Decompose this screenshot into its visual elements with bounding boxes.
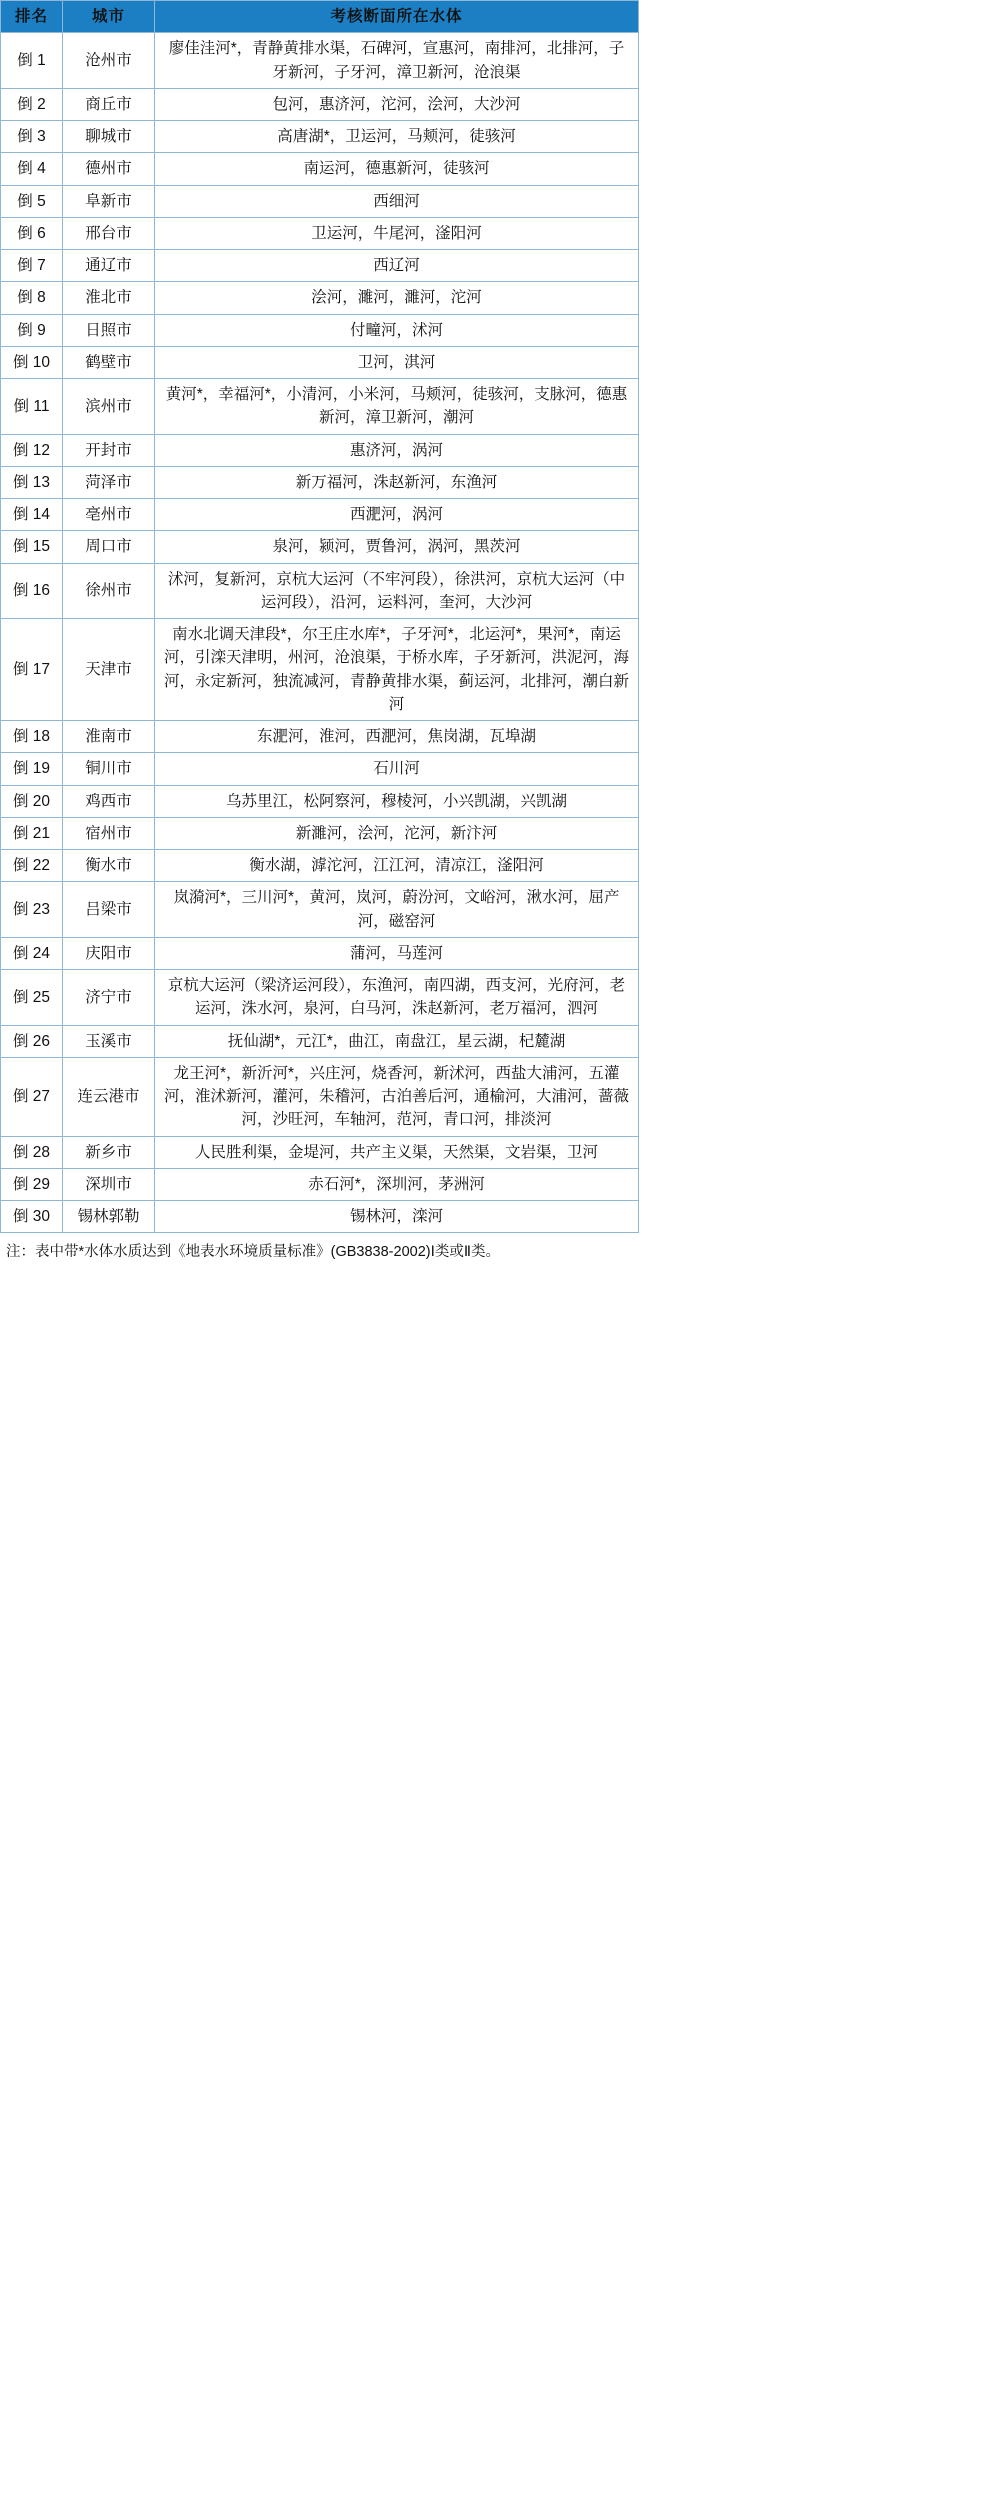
cell-city: 邢台市 [63, 217, 155, 249]
cell-city: 聊城市 [63, 121, 155, 153]
cell-rank: 倒 18 [1, 721, 63, 753]
table-row [1, 882, 639, 938]
table-row [1, 314, 639, 346]
cell-rank: 倒 5 [1, 185, 63, 217]
cell-city: 开封市 [63, 434, 155, 466]
cell-water-body: 包河，惠济河，沱河，浍河，大沙河 [155, 88, 639, 120]
cell-city: 庆阳市 [63, 937, 155, 969]
cell-city: 新乡市 [63, 1136, 155, 1168]
column-header-water: 考核断面所在水体 [155, 1, 639, 33]
cell-rank: 倒 29 [1, 1168, 63, 1200]
cell-rank: 倒 25 [1, 970, 63, 1026]
cell-rank: 倒 10 [1, 346, 63, 378]
table-row [1, 1025, 639, 1057]
cell-water-body: 新万福河，洙赵新河，东渔河 [155, 466, 639, 498]
cell-water-body: 南运河，德惠新河，徒骇河 [155, 153, 639, 185]
cell-water-body: 卫运河，牛尾河，滏阳河 [155, 217, 639, 249]
cell-water-body: 西淝河，涡河 [155, 499, 639, 531]
cell-water-body: 京杭大运河（梁济运河段），东渔河，南四湖，西支河，光府河，老运河，洙水河，泉河，白马河，洙赵新河，老万福河，泗河 [155, 970, 639, 1026]
cell-city: 衡水市 [63, 850, 155, 882]
cell-water-body: 赤石河*，深圳河，茅洲河 [155, 1168, 639, 1200]
table-row [1, 753, 639, 785]
cell-rank: 倒 15 [1, 531, 63, 563]
cell-city: 日照市 [63, 314, 155, 346]
table-row [1, 346, 639, 378]
column-header-city: 城市 [63, 1, 155, 33]
cell-rank: 倒 14 [1, 499, 63, 531]
cell-water-body: 龙王河*，新沂河*，兴庄河，烧香河，新沭河，西盐大浦河，五灌河，淮沭新河，灌河，朱稽河，古泊善后河，通榆河，大浦河，蔷薇河，沙旺河，车轴河，范河，青口河，排淡河 [155, 1057, 639, 1136]
cell-rank: 倒 12 [1, 434, 63, 466]
cell-water-body: 卫河，淇河 [155, 346, 639, 378]
cell-water-body: 黄河*，幸福河*，小清河，小米河，马颊河，徒骇河，支脉河，德惠新河，漳卫新河，潮河 [155, 379, 639, 435]
cell-city: 宿州市 [63, 817, 155, 849]
cell-water-body: 锡林河，滦河 [155, 1201, 639, 1233]
cell-water-body: 岚漪河*，三川河*，黄河，岚河，蔚汾河，文峪河，湫水河，屈产河，磁窑河 [155, 882, 639, 938]
cell-rank: 倒 8 [1, 282, 63, 314]
table-row [1, 379, 639, 435]
water-quality-ranking-table [0, 0, 639, 1233]
table-row [1, 88, 639, 120]
cell-rank: 倒 4 [1, 153, 63, 185]
cell-water-body: 惠济河，涡河 [155, 434, 639, 466]
cell-rank: 倒 21 [1, 817, 63, 849]
cell-rank: 倒 11 [1, 379, 63, 435]
table-row [1, 153, 639, 185]
cell-rank: 倒 26 [1, 1025, 63, 1057]
table-header-row [1, 1, 639, 33]
table-row [1, 1168, 639, 1200]
cell-city: 亳州市 [63, 499, 155, 531]
cell-city: 滨州市 [63, 379, 155, 435]
cell-rank: 倒 13 [1, 466, 63, 498]
cell-city: 菏泽市 [63, 466, 155, 498]
cell-water-body: 西辽河 [155, 250, 639, 282]
cell-water-body: 石川河 [155, 753, 639, 785]
cell-city: 阜新市 [63, 185, 155, 217]
cell-rank: 倒 3 [1, 121, 63, 153]
table-row [1, 1057, 639, 1136]
cell-water-body: 新濉河，浍河，沱河，新汴河 [155, 817, 639, 849]
cell-city: 玉溪市 [63, 1025, 155, 1057]
cell-rank: 倒 2 [1, 88, 63, 120]
cell-water-body: 付疃河，沭河 [155, 314, 639, 346]
cell-rank: 倒 20 [1, 785, 63, 817]
table-row [1, 937, 639, 969]
table-row [1, 434, 639, 466]
cell-city: 济宁市 [63, 970, 155, 1026]
cell-water-body: 人民胜利渠，金堤河，共产主义渠，天然渠，文岩渠，卫河 [155, 1136, 639, 1168]
cell-city: 周口市 [63, 531, 155, 563]
cell-water-body: 廖佳洼河*，青静黄排水渠，石碑河，宣惠河，南排河，北排河，子牙新河，子牙河，漳卫新河，沧浪渠 [155, 33, 639, 89]
cell-rank: 倒 1 [1, 33, 63, 89]
cell-city: 锡林郭勒 [63, 1201, 155, 1233]
cell-water-body: 衡水湖，滹沱河，江江河，清凉江，滏阳河 [155, 850, 639, 882]
table-row [1, 619, 639, 721]
cell-rank: 倒 24 [1, 937, 63, 969]
cell-rank: 倒 17 [1, 619, 63, 721]
table-row [1, 282, 639, 314]
table-row [1, 721, 639, 753]
cell-water-body: 泉河，颍河，贾鲁河，涡河，黑茨河 [155, 531, 639, 563]
cell-rank: 倒 23 [1, 882, 63, 938]
table-row [1, 217, 639, 249]
cell-water-body: 抚仙湖*，元江*，曲江，南盘江，星云湖，杞麓湖 [155, 1025, 639, 1057]
cell-water-body: 高唐湖*，卫运河，马颊河，徒骇河 [155, 121, 639, 153]
column-header-rank: 排名 [1, 1, 63, 33]
table-row [1, 531, 639, 563]
cell-city: 沧州市 [63, 33, 155, 89]
table-row [1, 817, 639, 849]
cell-city: 淮南市 [63, 721, 155, 753]
table-row [1, 850, 639, 882]
cell-city: 德州市 [63, 153, 155, 185]
table-row [1, 1136, 639, 1168]
cell-city: 鸡西市 [63, 785, 155, 817]
cell-city: 吕梁市 [63, 882, 155, 938]
cell-rank: 倒 9 [1, 314, 63, 346]
table-note: 注：表中带*水体水质达到《地表水环境质量标准》(GB3838-2002)Ⅰ类或Ⅱ类。 [6, 1244, 501, 1261]
cell-rank: 倒 30 [1, 1201, 63, 1233]
cell-water-body: 浍河，濉河，濉河，沱河 [155, 282, 639, 314]
cell-city: 深圳市 [63, 1168, 155, 1200]
table-row [1, 250, 639, 282]
cell-city: 天津市 [63, 619, 155, 721]
cell-water-body: 南水北调天津段*，尔王庄水库*，子牙河*，北运河*，果河*，南运河，引滦天津明，州河，沧浪渠，于桥水库，子牙新河，洪泥河，海河，永定新河，独流减河，青静黄排水渠，蓟运河，北排河，潮白新河 [155, 619, 639, 721]
cell-city: 鹤壁市 [63, 346, 155, 378]
cell-water-body: 沭河，复新河，京杭大运河（不牢河段），徐洪河，京杭大运河（中运河段），沿河，运料河，奎河，大沙河 [155, 563, 639, 619]
table-row [1, 1201, 639, 1233]
table-row [1, 785, 639, 817]
cell-rank: 倒 7 [1, 250, 63, 282]
cell-city: 商丘市 [63, 88, 155, 120]
cell-city: 铜川市 [63, 753, 155, 785]
cell-city: 通辽市 [63, 250, 155, 282]
table-row [1, 185, 639, 217]
cell-rank: 倒 19 [1, 753, 63, 785]
table-row [1, 466, 639, 498]
cell-rank: 倒 27 [1, 1057, 63, 1136]
table-row [1, 970, 639, 1026]
cell-rank: 倒 22 [1, 850, 63, 882]
cell-water-body: 东淝河，淮河，西淝河，焦岗湖，瓦埠湖 [155, 721, 639, 753]
cell-rank: 倒 6 [1, 217, 63, 249]
table-body [1, 33, 639, 1233]
cell-city: 淮北市 [63, 282, 155, 314]
cell-rank: 倒 16 [1, 563, 63, 619]
table-row [1, 121, 639, 153]
cell-water-body: 西细河 [155, 185, 639, 217]
cell-city: 连云港市 [63, 1057, 155, 1136]
cell-water-body: 蒲河，马莲河 [155, 937, 639, 969]
cell-rank: 倒 28 [1, 1136, 63, 1168]
table-row [1, 563, 639, 619]
cell-city: 徐州市 [63, 563, 155, 619]
cell-water-body: 乌苏里江，松阿察河，穆棱河，小兴凯湖，兴凯湖 [155, 785, 639, 817]
table-header [1, 1, 639, 33]
table-row [1, 499, 639, 531]
table-row [1, 33, 639, 89]
